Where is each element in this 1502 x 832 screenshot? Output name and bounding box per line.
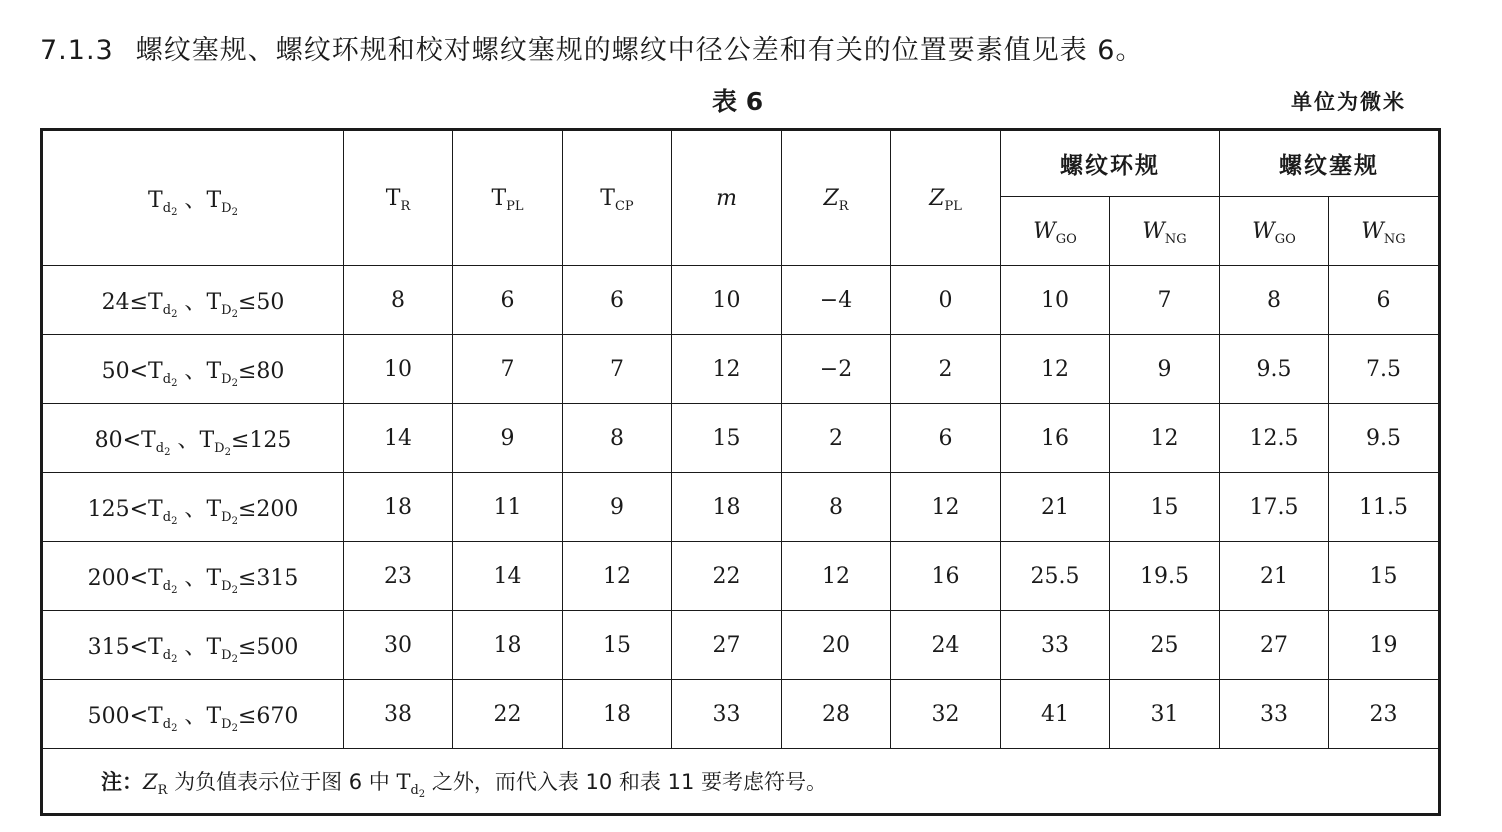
value-cell: 7 <box>563 335 672 404</box>
value-cell: 12 <box>1001 335 1110 404</box>
table-row <box>42 542 1440 611</box>
value-cell: 33 <box>1001 611 1110 680</box>
value-cell: 38 <box>344 680 453 749</box>
tolerance-table <box>40 128 1441 816</box>
range-cell: $50<T_{d_2}$ 、$T_{D_2}\le 80$ <box>42 335 344 404</box>
value-cell: 9 <box>563 473 672 542</box>
value-cell: 15 <box>1110 473 1220 542</box>
value-cell: 18 <box>344 473 453 542</box>
value-cell: 0 <box>891 266 1001 335</box>
header-ring-wgo: $W_{GO}$ <box>1001 197 1110 266</box>
header-zpl: $Z_{PL}$ <box>891 130 1001 266</box>
header-m: m <box>672 130 782 266</box>
value-cell: 15 <box>563 611 672 680</box>
table-row <box>42 266 1440 335</box>
value-cell: 18 <box>672 473 782 542</box>
value-cell: 16 <box>1001 404 1110 473</box>
value-cell: −4 <box>782 266 891 335</box>
value-cell: 14 <box>453 542 563 611</box>
value-cell: 12 <box>891 473 1001 542</box>
range-cell: $500<T_{d_2}$ 、$T_{D_2}\le 670$ <box>42 680 344 749</box>
value-cell: 12 <box>563 542 672 611</box>
value-cell: 12.5 <box>1220 404 1329 473</box>
table-caption: 表 6 <box>712 87 764 116</box>
value-cell: 12 <box>672 335 782 404</box>
value-cell: 33 <box>1220 680 1329 749</box>
value-cell: 9 <box>1110 335 1220 404</box>
value-cell: 10 <box>344 335 453 404</box>
value-cell: 28 <box>782 680 891 749</box>
table-row <box>42 611 1440 680</box>
value-cell: 14 <box>344 404 453 473</box>
value-cell: 9.5 <box>1220 335 1329 404</box>
value-cell: 27 <box>672 611 782 680</box>
table-row <box>42 404 1440 473</box>
header-group-ring-gauge: 螺纹环规 <box>1001 130 1220 197</box>
range-cell: $125<T_{d_2}$ 、$T_{D_2}\le 200$ <box>42 473 344 542</box>
value-cell: 6 <box>891 404 1001 473</box>
header-plug-wgo: $W_{GO}$ <box>1220 197 1329 266</box>
value-cell: 12 <box>1110 404 1220 473</box>
value-cell: 8 <box>563 404 672 473</box>
value-cell: 16 <box>891 542 1001 611</box>
header-pitch-diameter-tolerance: $T_{d_2}$ 、$T_{D_2}$ <box>42 130 344 266</box>
section-number: 7.1.3 <box>40 35 114 66</box>
value-cell: 8 <box>782 473 891 542</box>
header-group-plug-gauge: 螺纹塞规 <box>1220 130 1440 197</box>
value-cell: 11 <box>453 473 563 542</box>
value-cell: 21 <box>1001 473 1110 542</box>
value-cell: 18 <box>563 680 672 749</box>
value-cell: 19 <box>1329 611 1440 680</box>
value-cell: 21 <box>1220 542 1329 611</box>
header-plug-wng: $W_{NG}$ <box>1329 197 1440 266</box>
value-cell: 10 <box>672 266 782 335</box>
value-cell: 11.5 <box>1329 473 1440 542</box>
range-cell: $80<T_{d_2}$ 、$T_{D_2}\le 125$ <box>42 404 344 473</box>
header-zr: $Z_R$ <box>782 130 891 266</box>
value-cell: 24 <box>891 611 1001 680</box>
value-cell: 22 <box>672 542 782 611</box>
value-cell: 10 <box>1001 266 1110 335</box>
value-cell: 23 <box>344 542 453 611</box>
table-row <box>42 335 1440 404</box>
header-tcp: $T_{CP}$ <box>563 130 672 266</box>
value-cell: 8 <box>344 266 453 335</box>
value-cell: 9.5 <box>1329 404 1440 473</box>
value-cell: 6 <box>1329 266 1440 335</box>
range-cell: $315<T_{d_2}$ 、$T_{D_2}\le 500$ <box>42 611 344 680</box>
value-cell: 20 <box>782 611 891 680</box>
range-cell: $24\le T_{d_2}$ 、$T_{D_2}\le 50$ <box>42 266 344 335</box>
table-row <box>42 473 1440 542</box>
value-cell: 19.5 <box>1110 542 1220 611</box>
value-cell: 15 <box>1329 542 1440 611</box>
header-tr: $T_R$ <box>344 130 453 266</box>
value-cell: 30 <box>344 611 453 680</box>
section-text: 螺纹塞规、螺纹环规和校对螺纹塞规的螺纹中径公差和有关的位置要素值见表 6。 <box>135 35 1144 66</box>
section-heading <box>40 28 1143 67</box>
value-cell: 33 <box>672 680 782 749</box>
value-cell: 32 <box>891 680 1001 749</box>
value-cell: 7 <box>1110 266 1220 335</box>
value-cell: 6 <box>453 266 563 335</box>
value-cell: 7 <box>453 335 563 404</box>
header-tpl: $T_{PL}$ <box>453 130 563 266</box>
value-cell: 2 <box>782 404 891 473</box>
value-cell: 25.5 <box>1001 542 1110 611</box>
header-ring-wng: $W_{NG}$ <box>1110 197 1220 266</box>
value-cell: 15 <box>672 404 782 473</box>
unit-label: 单位为微米 <box>1291 90 1406 114</box>
value-cell: 17.5 <box>1220 473 1329 542</box>
value-cell: 41 <box>1001 680 1110 749</box>
value-cell: 12 <box>782 542 891 611</box>
value-cell: −2 <box>782 335 891 404</box>
value-cell: 6 <box>563 266 672 335</box>
range-cell: $200<T_{d_2}$ 、$T_{D_2}\le 315$ <box>42 542 344 611</box>
value-cell: 18 <box>453 611 563 680</box>
value-cell: 22 <box>453 680 563 749</box>
value-cell: 7.5 <box>1329 335 1440 404</box>
value-cell: 27 <box>1220 611 1329 680</box>
value-cell: 31 <box>1110 680 1220 749</box>
value-cell: 23 <box>1329 680 1440 749</box>
value-cell: 2 <box>891 335 1001 404</box>
table-row <box>42 680 1440 749</box>
value-cell: 8 <box>1220 266 1329 335</box>
table-note: 注：$Z_R$ 为负值表示位于图 6 中 $T_{d_2}$ 之外，而代入表 10 和表 11 要考虑符号。 <box>42 749 1440 815</box>
value-cell: 9 <box>453 404 563 473</box>
value-cell: 25 <box>1110 611 1220 680</box>
